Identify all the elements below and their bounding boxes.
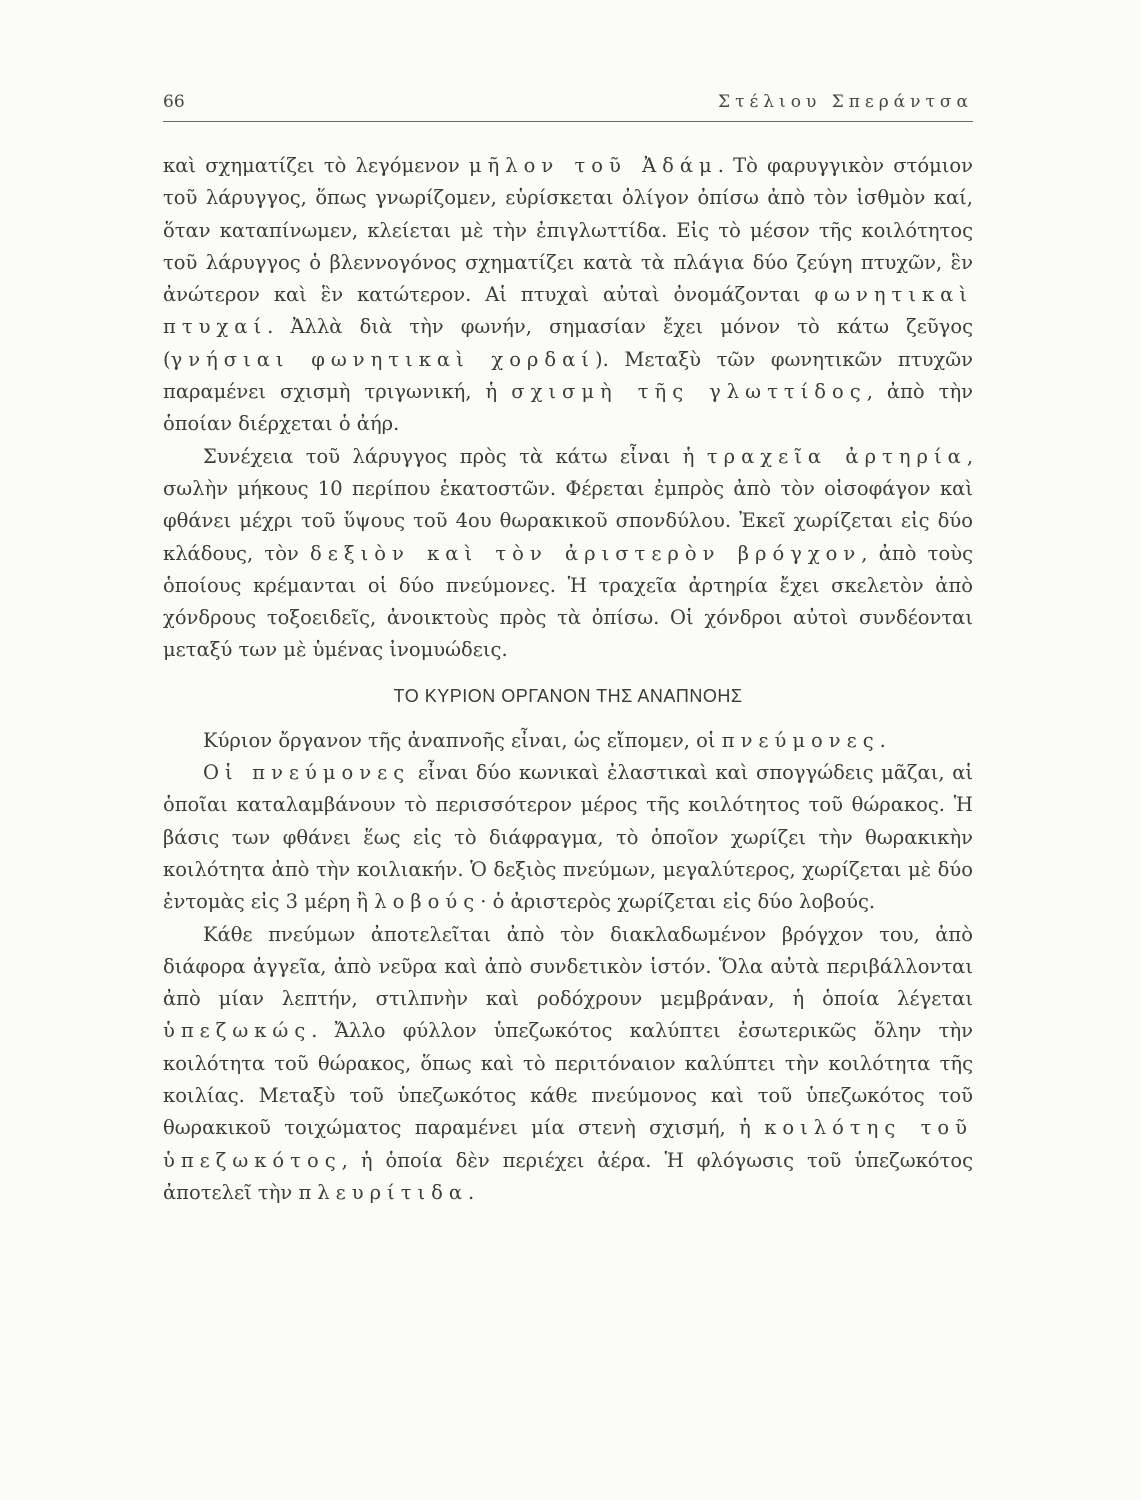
paragraph-larynx [163,150,973,441]
text-run: . Ἄλλο φύλλον ὑπεζωκότος καλύπτει ἐσωτερικῶς ὅλην τὴν κοιλότητα τοῦ θώρακος, ὅπως καὶ τὸ περιτόναιον καλύπτει τὴν κοιλότητα τῆς κοιλίας. Μεταξὺ τοῦ ὑπεζωκότος κάθε πνεύμονος καὶ τοῦ ὑπεζωκότος τοῦ θωρακικοῦ τοιχώματος παραμένει μία στενὴ σχισμή, ἡ [163,1019,973,1140]
page-header [163,92,973,112]
text-run: , ἀπὸ τοὺς ὁποίους κρέμανται οἱ δύο πνεύμονες. Ἡ τραχεῖα ἀρτηρία ἔχει σκελετὸν ἀπὸ χόνδρους τοξοειδεῖς, ἀνοικτοὺς πρὸς τὰ ὀπίσω. Οἱ χόνδροι αὐτοὶ συνδέονται μεταξύ των μὲ ὑμένας ἰνομυώδεις. [163,541,973,662]
paragraph-pleura [163,919,973,1210]
section-heading: ΤΟ ΚΥΡΙΟΝ ΟΡΓΑΝΟΝ ΤΗΣ ΑΝΑΠΝΟΗΣ [393,685,743,706]
spaced-term: λοβούς [374,890,481,914]
spaced-term: σχισμὴ τῆς γλωττίδος [511,380,867,404]
spaced-term: ὑπεζωκώς [163,1019,312,1043]
body-text [163,150,973,1209]
spaced-term: κοιλότης τοῦ ὑπεζωκότος [163,1116,973,1172]
text-run: . Ἀλλὰ διὰ τὴν φωνήν, σημασίαν ἔχει μόνον τὸ κάτω ζεῦγος ( [163,315,973,371]
spaced-term: γνήσιαι φωνητικαὶ χορδαί [170,347,595,371]
page-number: 66 [163,92,185,112]
text-run: , σωλὴν μήκους 10 περίπου ἑκατοστῶν. Φέρεται ἐμπρὸς ἀπὸ τὸν οἰσοφάγον καὶ φθάνει μέχρι τοῦ ὕψους τοῦ 4ου θωρακικοῦ σπονδύλου. Ἐκεῖ χωρίζεται εἰς δύο κλάδους, τὸν [163,444,974,565]
spaced-term: δεξιὸν καὶ τὸν ἀριστερὸν βρόγχον [310,541,862,565]
text-run: Συνέχεια τοῦ λάρυγγος πρὸς τὰ κάτω εἶναι ἡ [203,444,707,468]
text-run: ). Μεταξὺ τῶν φωνητικῶν πτυχῶν παραμένει σχισμὴ τριγωνική, ἡ [163,347,973,404]
text-run: . [879,728,886,752]
text-run: εἶναι δύο κωνικαὶ ἐλαστικαὶ καὶ σπογγώδεις μᾶζαι, αἱ ὁποῖαι καταλαμβάνουν τὸ περισσότερον μέρος τῆς κοιλότητος τοῦ θώρακος. Ἡ βάσις των φθάνει ἕως εἰς τὸ διάφραγμα, τὸ ὁποῖον χωρίζει τὴν θωρακικὴν κοιλότητα ἀπὸ τὴν κοιλιακήν. Ὁ δεξιὸς πνεύμων, μεγαλύτερος, χωρίζεται μὲ δύο ἐντομὰς εἰς 3 μέρη ἢ [163,761,974,914]
spaced-term: μῆλον τοῦ Ἀδάμ [468,154,718,177]
text-run: . Τὸ φαρυγγικὸν στόμιον τοῦ λάρυγγος, ὅπως γνωρίζομεν, εὑρίσκεται ὀλίγον ὀπίσω ἀπὸ τὸν ἰσθμὸν καί, ὅταν καταπίνωμεν, κλείεται μὲ τὴν ἐπιγλωττίδα. Εἰς τὸ μέσον τῆς κοιλότητος τοῦ λάρυγγος ὁ βλεννογόνος σχηματίζει κατὰ τὰ πλάγια δύο ζεύγη πτυχῶν, ἓν ἀνώτερον καὶ ἓν κατώτερον. Αἱ πτυχαὶ αὐταὶ ὀνομάζονται [163,154,973,307]
text-run: · ὁ ἀριστερὸς χωρίζεται εἰς δύο λοβούς. [480,890,876,914]
text-run: Κύριον ὄργανον τῆς ἀναπνοῆς εἶναι, ὡς εἴπομεν, οἱ [203,728,722,752]
spaced-term: Οἱ πνεύμονες [203,761,411,785]
text-run: καὶ σχηματίζει τὸ λεγόμενον [163,154,469,177]
text-run: , ἡ ὁποία δὲν περιέχει ἀέρα. Ἡ φλόγωσις τοῦ ὑπεζωκότος ἀποτελεῖ τὴν [163,1148,973,1204]
paragraph-trachea [163,441,973,667]
spaced-term: τραχεῖα ἀρτηρία [706,444,967,468]
spaced-term: φωνητικαὶ πτυχαί [163,283,973,339]
spaced-term: πλευρίτιδα [298,1180,469,1204]
paragraph-main-organ [163,725,973,757]
paragraph-lungs [163,757,973,918]
header-rule [163,121,973,122]
text-run: , ἀπὸ τὴν ὁποίαν διέρχεται ὁ ἀήρ. [163,380,974,436]
running-head: Στέλιου Σπεράντσα [718,92,973,112]
text-run: Κάθε πνεύμων ἀποτελεῖται ἀπὸ τὸν διακλαδωμένον βρόγχον του, ἀπὸ διάφορα ἀγγεῖα, ἀπὸ νεῦρα καὶ ἀπὸ συνδετικὸν ἱστόν. Ὅλα αὐτὰ περιβάλλονται ἀπὸ μίαν λεπτήν, στιλπνὴν καὶ ροδόχρουν μεμβράναν, ἡ ὁποία λέγεται [163,922,973,1011]
spaced-term: πνεύμονες [721,728,880,752]
text-run: . [468,1180,475,1204]
